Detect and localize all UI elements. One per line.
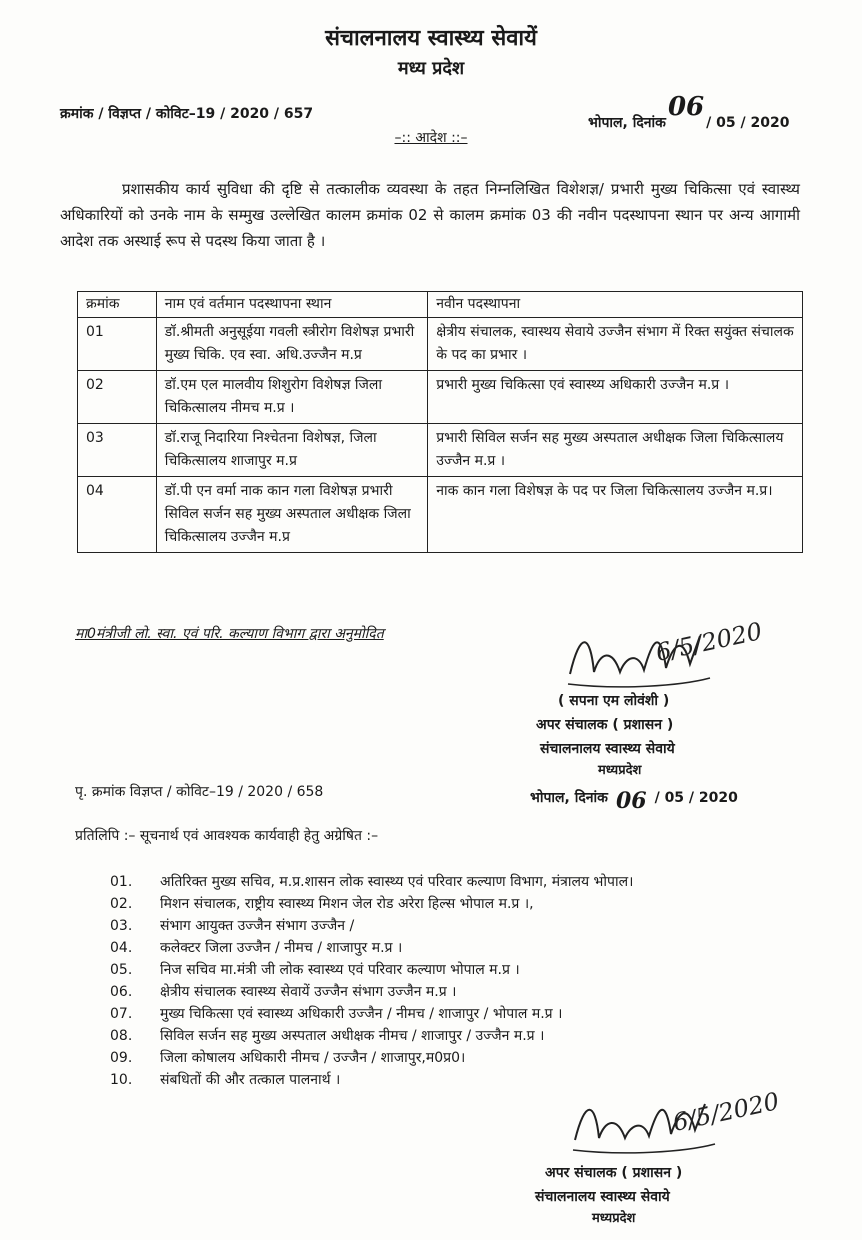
date-rest: / 05 / 2020	[654, 790, 738, 806]
serial-cell: 01	[78, 318, 157, 371]
list-item	[110, 1048, 810, 1068]
signatory-state-1: मध्यप्रदेश	[598, 763, 642, 778]
list-text: निज सचिव मा.मंत्री जी लोक स्वास्थ्य एवं परिवार कल्याण भोपाल म.प्र ।	[160, 962, 520, 978]
list-number: 05.	[110, 962, 133, 978]
order-heading: –:: आदेश ::–	[394, 130, 468, 146]
list-text: कलेक्टर जिला उज्जैन / नीमच / शाजापुर म.प्र ।	[160, 940, 403, 956]
serial-cell: 04	[78, 477, 157, 553]
list-item	[110, 1004, 810, 1024]
list-text: मिशन संचालक, राष्ट्रीय स्वास्थ्य मिशन जेल रोड अरेरा हिल्स भोपाल म.प्र ।,	[160, 896, 534, 912]
header-current-posting: नाम एवं वर्तमान पदस्थापना स्थान	[156, 292, 428, 318]
signatory-designation-1: अपर संचालक ( प्रशासन )	[536, 717, 674, 733]
list-text: क्षेत्रीय संचालक स्वास्थ्य सेवायें उज्जैन संभाग उज्जैन म.प्र ।	[160, 984, 457, 1000]
list-number: 08.	[110, 1028, 133, 1044]
current-posting-cell: डॉ.राजू निदारिया निश्चेतना विशेषज्ञ, जिला चिकित्सालय शाजापुर म.प्र	[156, 424, 428, 477]
table-header-row	[78, 292, 803, 318]
list-number: 09.	[110, 1050, 133, 1066]
list-item	[110, 894, 810, 914]
copy-to-heading: प्रतिलिपि :– सूचनार्थ एवं आवश्यक कार्यवाही हेतु अग्रेषित :–	[75, 828, 379, 844]
list-item	[110, 916, 810, 936]
order-body: प्रशासकीय कार्य सुविधा की दृष्टि से तत्कालीक व्यवस्था के तहत निम्नलिखित विशेशज्ञ/ प्रभारी मुख्य चिकित्सा एवं स्वास्थ्य अधिकारियों को उनके नाम के सम्मुख उल्लेखित कालम क्रमांक 02 से कालम क्रमांक 03 की नवीन पदस्थापना स्थान पर अन्य आगामी आदेश तक अस्थाई रूप से पदस्थ किया जाता है ।	[60, 180, 800, 250]
signatory-name: ( सपना एम लोवंशी )	[558, 693, 670, 709]
date-day-handwritten: 06	[615, 788, 647, 814]
signature-date-1: 6/5/2020	[653, 617, 765, 667]
order-reference: क्रमांक / विज्ञप्त / कोविट–19 / 2020 / 657	[60, 106, 314, 122]
list-item	[110, 982, 810, 1002]
serial-cell: 03	[78, 424, 157, 477]
list-number: 04.	[110, 940, 133, 956]
signatory-office-1: संचालनालय स्वास्थ्य सेवाये	[540, 741, 675, 757]
new-posting-cell: क्षेत्रीय संचालक, स्वास्थय सेवाये उज्जैन संभाग में रिक्त सयुंक्त संचालक के पद का प्रभार ।	[428, 318, 803, 371]
current-posting-cell: डॉ.पी एन वर्मा नाक कान गला विशेषज्ञ प्रभारी सिविल सर्जन सह मुख्य अस्पताल अधीक्षक जिला चिकित्सालय उज्जैन म.प्र	[156, 477, 428, 553]
date-day-handwritten: 06	[667, 92, 705, 122]
list-item	[110, 938, 810, 958]
office-title: संचालनालय स्वास्थ्य सेवायें	[325, 26, 537, 51]
list-item	[110, 960, 810, 980]
date-prefix: भोपाल, दिनांक	[530, 790, 608, 806]
posting-table	[77, 291, 803, 553]
list-item	[110, 872, 810, 892]
list-text: जिला कोषालय अधिकारी नीमच / उज्जैन / शाजापुर,म0प्र0।	[160, 1050, 466, 1066]
endorsement-reference: पृ. क्रमांक विज्ञप्त / कोविट–19 / 2020 / 658	[75, 784, 324, 800]
current-posting-cell: डॉ.एम एल मालवीय शिशुरोग विशेषज्ञ जिला चिकित्सालय नीमच म.प्र ।	[156, 371, 428, 424]
list-number: 03.	[110, 918, 133, 934]
list-number: 10.	[110, 1072, 133, 1088]
list-number: 06.	[110, 984, 133, 1000]
signature-date-2: 6/5/2020	[670, 1087, 782, 1137]
new-posting-cell: प्रभारी सिविल सर्जन सह मुख्य अस्पताल अधीक्षक जिला चिकित्सालय उज्जैन म.प्र ।	[428, 424, 803, 477]
list-number: 07.	[110, 1006, 133, 1022]
signatory-office-2: संचालनालय स्वास्थ्य सेवाये	[535, 1189, 670, 1205]
list-number: 02.	[110, 896, 133, 912]
list-text: संभाग आयुक्त उज्जैन संभाग उज्जैन /	[160, 918, 355, 934]
new-posting-cell: नाक कान गला विशेषज्ञ के पद पर जिला चिकित्सालय उज्जैन म.प्र।	[428, 477, 803, 553]
new-posting-cell: प्रभारी मुख्य चिकित्सा एवं स्वास्थ्य अधिकारी उज्जैन म.प्र ।	[428, 371, 803, 424]
list-item	[110, 1026, 810, 1046]
signatory-designation-2: अपर संचालक ( प्रशासन )	[545, 1165, 683, 1181]
date-prefix: भोपाल, दिनांक	[588, 115, 666, 131]
signatory-state-2: मध्यप्रदेश	[592, 1211, 636, 1226]
serial-cell: 02	[78, 371, 157, 424]
table-row	[78, 477, 803, 553]
list-text: सिविल सर्जन सह मुख्य अस्पताल अधीक्षक नीमच / शाजापुर / उज्जैन म.प्र ।	[160, 1028, 545, 1044]
table-row	[78, 318, 803, 371]
table-row	[78, 424, 803, 477]
list-text: मुख्य चिकित्सा एवं स्वास्थ्य अधिकारी उज्जैन / नीमच / शाजापुर / भोपाल म.प्र ।	[160, 1006, 563, 1022]
header-new-posting: नवीन पदस्थापना	[428, 292, 803, 318]
table-row	[78, 371, 803, 424]
state-title: मध्य प्रदेश	[397, 58, 465, 79]
date-rest: / 05 / 2020	[706, 115, 790, 131]
current-posting-cell: डॉ.श्रीमती अनुसूईया गवली स्त्रीरोग विशेषज्ञ प्रभारी मुख्य चिकि. एव स्वा. अधि.उज्जैन म.प्र	[156, 318, 428, 371]
list-number: 01.	[110, 874, 133, 890]
copy-list	[110, 872, 810, 1092]
header-serial: क्रमांक	[78, 292, 157, 318]
list-text: संबधितों की और तत्काल पालनार्थ ।	[160, 1072, 341, 1088]
approval-note: मा0मंत्रीजी लो. स्वा. एवं परि. कल्याण विभाग द्वारा अनुमोदित	[75, 626, 384, 642]
list-text: अतिरिक्त मुख्य सचिव, म.प्र.शासन लोक स्वास्थ्य एवं परिवार कल्याण विभाग, मंत्रालय भोपाल।	[160, 874, 634, 890]
endorsement-date	[530, 782, 738, 814]
